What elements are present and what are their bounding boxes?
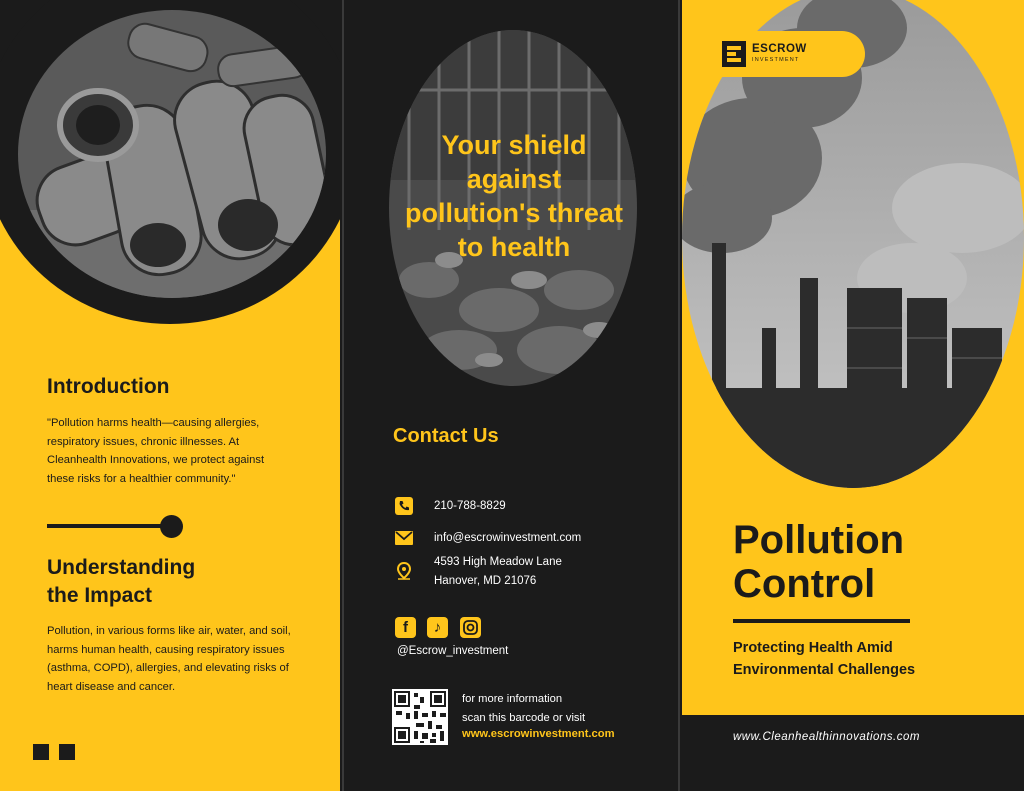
contact-heading: Contact Us xyxy=(393,425,499,447)
address xyxy=(434,553,562,591)
decor-square xyxy=(33,744,49,760)
impact-heading xyxy=(47,554,195,610)
phone-number[interactable]: 210-788-8829 xyxy=(434,500,506,512)
decor-square xyxy=(59,744,75,760)
website-link[interactable]: www.escrowinvestment.com xyxy=(462,728,615,740)
mail-icon xyxy=(395,529,413,547)
main-title-line1: Pollution xyxy=(733,518,905,562)
facebook-icon[interactable]: f xyxy=(395,617,416,638)
address-line1: 4593 High Meadow Lane xyxy=(434,556,562,568)
instagram-icon[interactable] xyxy=(460,617,481,638)
footer-website[interactable]: www.Cleanhealthinnovations.com xyxy=(733,731,920,743)
divider-line xyxy=(47,524,165,528)
rusty-pipes-photo xyxy=(18,10,326,298)
right-panel xyxy=(682,0,1024,791)
phone-icon xyxy=(395,497,413,515)
impact-heading-line2: the Impact xyxy=(47,584,153,607)
qr-info-line1: for more information xyxy=(462,693,563,705)
middle-panel xyxy=(342,0,680,791)
qr-code[interactable] xyxy=(392,689,448,745)
title-underline xyxy=(733,619,910,623)
left-panel xyxy=(0,0,340,791)
impact-text: Pollution, in various forms like air, water, and soil, harms human health, causing respiratory issues (asthma, COPD), allergies, and elevating risks of heart disease and cancer. xyxy=(47,625,291,693)
address-line2: Hanover, MD 21076 xyxy=(434,575,537,587)
intro-heading: Introduction xyxy=(47,375,170,398)
subtitle-line1: Protecting Health Amid xyxy=(733,640,893,656)
brand-logo[interactable] xyxy=(682,31,865,77)
qr-info-line2: scan this barcode or visit xyxy=(462,712,586,724)
subtitle-line2: Environmental Challenges xyxy=(733,662,916,678)
email-link[interactable]: info@escrowinvestment.com xyxy=(434,532,582,544)
impact-heading-line1: Understanding xyxy=(47,556,196,579)
logo-subtitle: INVESTMENT xyxy=(752,57,800,63)
logo-mark-icon xyxy=(722,41,746,67)
logo-name: ESCROW xyxy=(752,43,807,55)
intro-text: "Pollution harms health—causing allergies, respiratory issues, chronic illnesses. At Cleanhealth Innovations, we protect against these risks for a healthier community." xyxy=(47,417,265,485)
main-title-line2: Control xyxy=(733,562,876,606)
main-title xyxy=(733,518,904,606)
subtitle xyxy=(733,637,915,681)
social-handle[interactable]: @Escrow_investment xyxy=(397,645,509,657)
tiktok-icon[interactable]: ♪ xyxy=(427,617,448,638)
location-pin-icon xyxy=(395,562,413,580)
divider-dot xyxy=(160,515,183,538)
headline: Your shield against pollution's threat to health xyxy=(405,130,623,262)
